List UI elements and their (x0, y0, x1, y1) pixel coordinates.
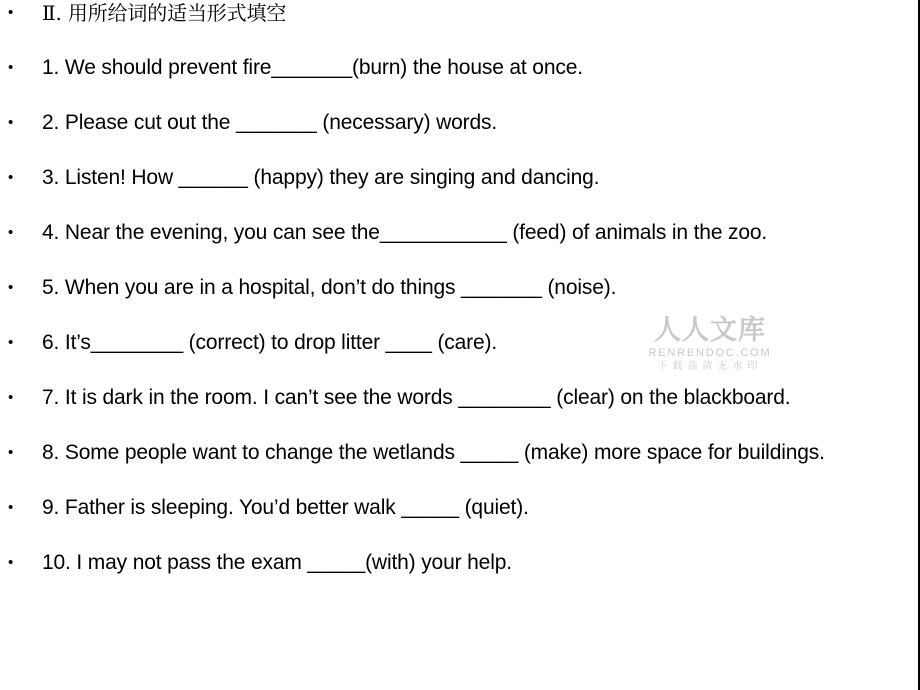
exercise-text: 5. When you are in a hospital, don’t do things _______ (noise). (42, 276, 617, 299)
bullet: • (8, 114, 14, 131)
exercise-item-2 (0, 108, 918, 138)
exercise-item-8 (0, 438, 918, 468)
section-heading (0, 0, 918, 28)
exercise-item-7 (0, 383, 918, 413)
bullet: • (8, 334, 14, 351)
exercise-item-1 (0, 53, 918, 83)
exercise-item-3 (0, 163, 918, 193)
exercise-text: 10. I may not pass the exam _____(with) your help. (42, 551, 512, 574)
exercise-item-9 (0, 493, 918, 523)
exercise-item-5 (0, 273, 918, 303)
bullet: • (8, 444, 14, 461)
exercise-item-10 (0, 548, 918, 578)
watermark-domain: RENRENDOC.COM (648, 347, 772, 359)
exercise-item-6 (0, 328, 918, 358)
watermark-logo (646, 316, 774, 378)
bullet: • (8, 169, 14, 186)
exercise-text: 8. Some people want to change the wetlands _____ (make) more space for buildings. (42, 441, 825, 464)
bullet: • (8, 59, 14, 76)
watermark-tagline: 下载高清无水印 (657, 361, 763, 372)
exercise-text: 6. It’s________ (correct) to drop litter ____ (care). (42, 331, 498, 354)
exercise-text: 7. It is dark in the room. I can’t see the words ________ (clear) on the blackboard. (42, 386, 791, 409)
exercise-item-4 (0, 218, 918, 248)
exercise-text: 9. Father is sleeping. You’d better walk _____ (quiet). (42, 496, 529, 519)
bullet: • (8, 499, 14, 516)
heading-text: Ⅱ. 用所给词的适当形式填空 (42, 1, 287, 25)
exercise-text: 3. Listen! How ______ (happy) they are singing and dancing. (42, 166, 600, 189)
exercise-text: 2. Please cut out the _______ (necessary) words. (42, 111, 498, 134)
bullet: • (8, 4, 14, 21)
bullet: • (8, 554, 14, 571)
bullet: • (8, 279, 14, 296)
bullet: • (8, 224, 14, 241)
exercise-text: 4. Near the evening, you can see the___________ (feed) of animals in the zoo. (42, 221, 768, 244)
bullet: • (8, 389, 14, 406)
watermark-title: 人人文库 (654, 315, 766, 346)
exercise-text: 1. We should prevent fire_______(burn) the house at once. (42, 56, 583, 79)
